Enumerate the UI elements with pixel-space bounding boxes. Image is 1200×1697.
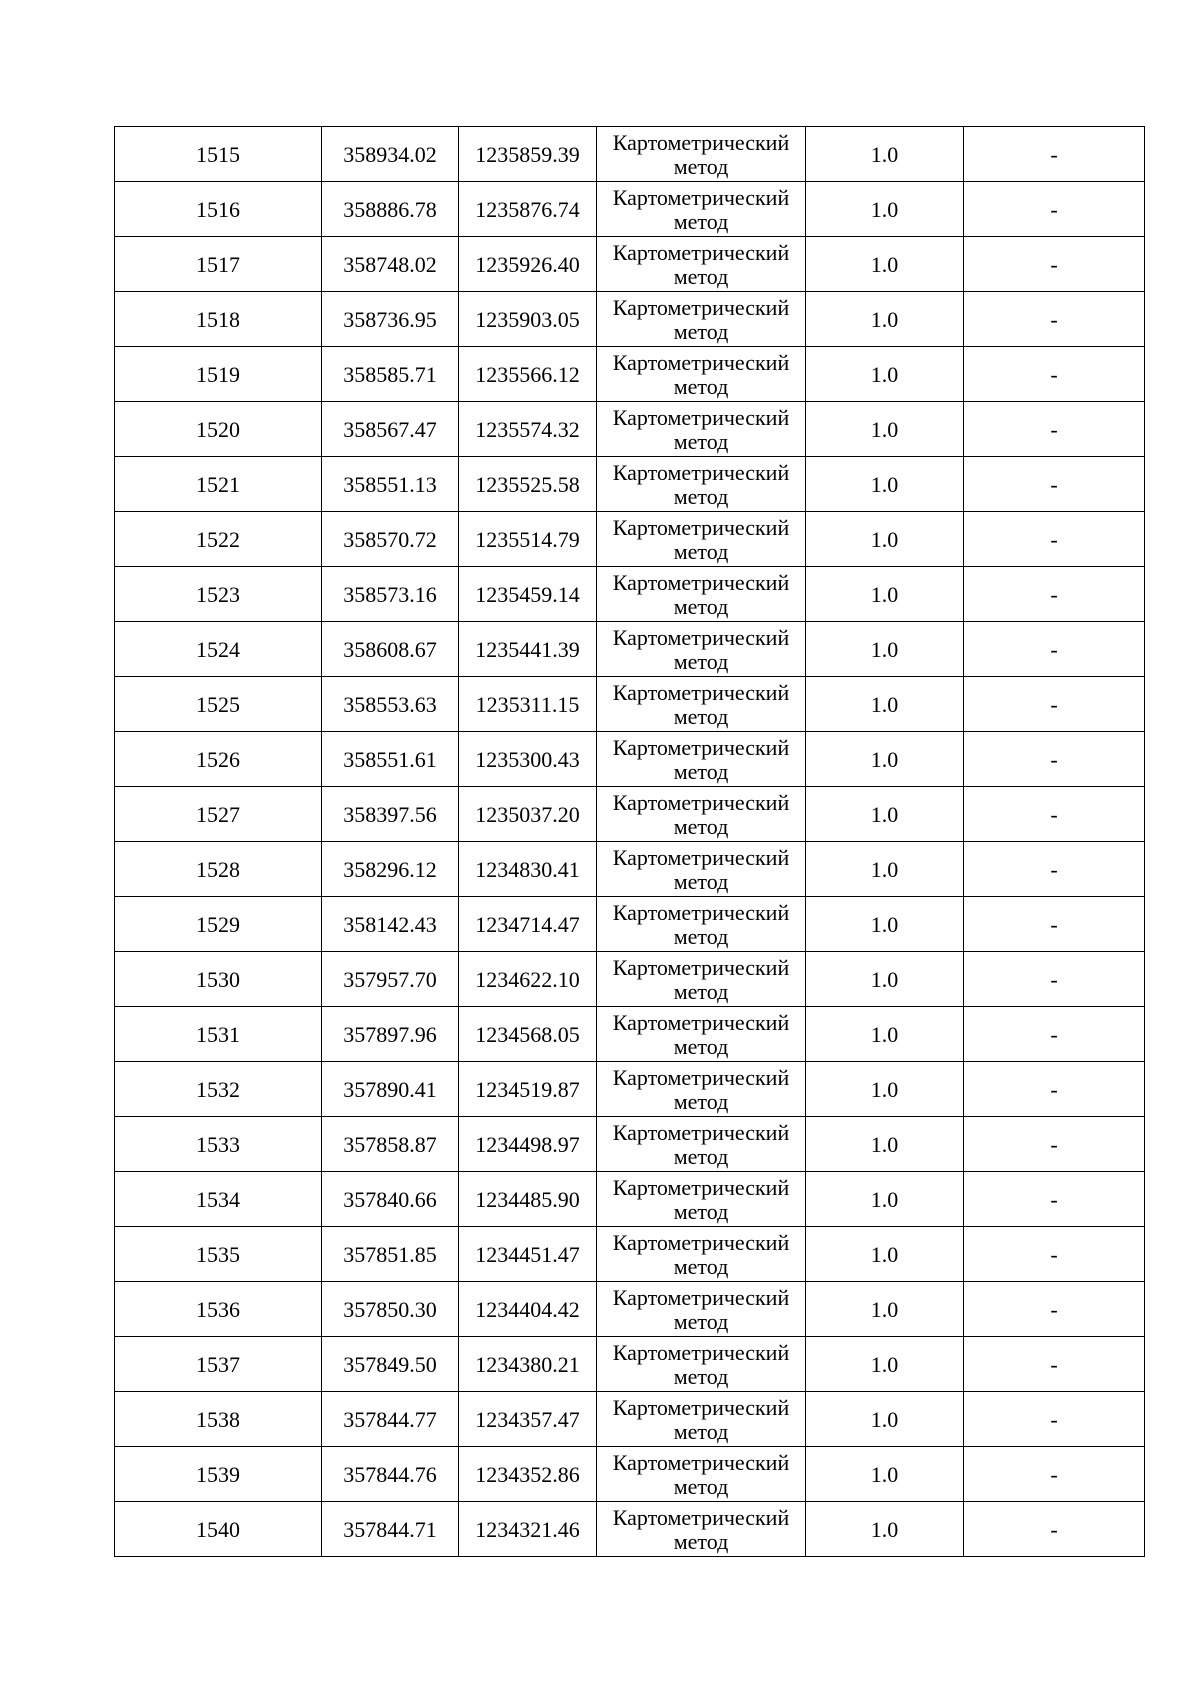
method-line-1: Картометрический xyxy=(612,1450,790,1475)
method-line-2: метод xyxy=(673,759,729,784)
y-coordinate-cell: 1234380.21 xyxy=(459,1337,597,1392)
table-body xyxy=(115,127,1145,1557)
method-line-1: Картометрический xyxy=(612,130,790,155)
table-row xyxy=(115,182,1145,237)
table-row xyxy=(115,622,1145,677)
x-coordinate-cell: 357957.70 xyxy=(322,952,459,1007)
point-number-cell: 1519 xyxy=(115,347,322,402)
method-line-2: метод xyxy=(673,1144,729,1169)
point-number-cell: 1535 xyxy=(115,1227,322,1282)
method-cell xyxy=(597,897,806,952)
point-number-cell: 1531 xyxy=(115,1007,322,1062)
note-cell: - xyxy=(964,182,1145,237)
accuracy-cell: 1.0 xyxy=(806,292,964,347)
method-cell xyxy=(597,1392,806,1447)
coordinates-table xyxy=(114,126,1145,1557)
table-row xyxy=(115,512,1145,567)
method-cell xyxy=(597,1502,806,1557)
method-line-1: Картометрический xyxy=(612,295,790,320)
x-coordinate-cell: 358551.61 xyxy=(322,732,459,787)
note-cell: - xyxy=(964,842,1145,897)
method-line-2: метод xyxy=(673,1364,729,1389)
table-row xyxy=(115,952,1145,1007)
method-cell xyxy=(597,622,806,677)
point-number-cell: 1521 xyxy=(115,457,322,512)
note-cell: - xyxy=(964,127,1145,182)
accuracy-cell: 1.0 xyxy=(806,237,964,292)
point-number-cell: 1530 xyxy=(115,952,322,1007)
y-coordinate-cell: 1235903.05 xyxy=(459,292,597,347)
note-cell: - xyxy=(964,237,1145,292)
method-line-1: Картометрический xyxy=(612,1175,790,1200)
note-cell: - xyxy=(964,732,1145,787)
accuracy-cell: 1.0 xyxy=(806,787,964,842)
method-line-2: метод xyxy=(673,979,729,1004)
method-cell xyxy=(597,292,806,347)
accuracy-cell: 1.0 xyxy=(806,1007,964,1062)
method-line-1: Картометрический xyxy=(612,460,790,485)
accuracy-cell: 1.0 xyxy=(806,1172,964,1227)
method-line-2: метод xyxy=(673,1419,729,1444)
note-cell: - xyxy=(964,677,1145,732)
accuracy-cell: 1.0 xyxy=(806,622,964,677)
method-line-2: метод xyxy=(673,704,729,729)
x-coordinate-cell: 358142.43 xyxy=(322,897,459,952)
x-coordinate-cell: 357850.30 xyxy=(322,1282,459,1337)
point-number-cell: 1537 xyxy=(115,1337,322,1392)
note-cell: - xyxy=(964,1282,1145,1337)
table-row xyxy=(115,347,1145,402)
table-row xyxy=(115,457,1145,512)
method-cell xyxy=(597,1062,806,1117)
note-cell: - xyxy=(964,897,1145,952)
method-line-1: Картометрический xyxy=(612,350,790,375)
method-cell xyxy=(597,732,806,787)
y-coordinate-cell: 1235574.32 xyxy=(459,402,597,457)
point-number-cell: 1520 xyxy=(115,402,322,457)
y-coordinate-cell: 1234352.86 xyxy=(459,1447,597,1502)
x-coordinate-cell: 358736.95 xyxy=(322,292,459,347)
x-coordinate-cell: 358296.12 xyxy=(322,842,459,897)
note-cell: - xyxy=(964,1447,1145,1502)
method-line-2: метод xyxy=(673,594,729,619)
accuracy-cell: 1.0 xyxy=(806,567,964,622)
note-cell: - xyxy=(964,402,1145,457)
y-coordinate-cell: 1234451.47 xyxy=(459,1227,597,1282)
table-row xyxy=(115,127,1145,182)
method-cell xyxy=(597,457,806,512)
method-line-2: метод xyxy=(673,924,729,949)
table-row xyxy=(115,842,1145,897)
method-line-1: Картометрический xyxy=(612,1505,790,1530)
method-cell xyxy=(597,402,806,457)
y-coordinate-cell: 1234622.10 xyxy=(459,952,597,1007)
accuracy-cell: 1.0 xyxy=(806,127,964,182)
y-coordinate-cell: 1235525.58 xyxy=(459,457,597,512)
method-line-2: метод xyxy=(673,869,729,894)
x-coordinate-cell: 358397.56 xyxy=(322,787,459,842)
point-number-cell: 1518 xyxy=(115,292,322,347)
note-cell: - xyxy=(964,1392,1145,1447)
table-row xyxy=(115,787,1145,842)
point-number-cell: 1538 xyxy=(115,1392,322,1447)
table-row xyxy=(115,897,1145,952)
table-row xyxy=(115,1007,1145,1062)
method-cell xyxy=(597,1447,806,1502)
method-line-2: метод xyxy=(673,1309,729,1334)
x-coordinate-cell: 357840.66 xyxy=(322,1172,459,1227)
point-number-cell: 1539 xyxy=(115,1447,322,1502)
y-coordinate-cell: 1235566.12 xyxy=(459,347,597,402)
note-cell: - xyxy=(964,292,1145,347)
method-line-2: метод xyxy=(673,154,729,179)
x-coordinate-cell: 358573.16 xyxy=(322,567,459,622)
method-line-2: метод xyxy=(673,429,729,454)
y-coordinate-cell: 1235311.15 xyxy=(459,677,597,732)
x-coordinate-cell: 357858.87 xyxy=(322,1117,459,1172)
point-number-cell: 1529 xyxy=(115,897,322,952)
method-cell xyxy=(597,127,806,182)
method-line-1: Картометрический xyxy=(612,680,790,705)
x-coordinate-cell: 358553.63 xyxy=(322,677,459,732)
accuracy-cell: 1.0 xyxy=(806,402,964,457)
method-line-1: Картометрический xyxy=(612,955,790,980)
method-line-1: Картометрический xyxy=(612,515,790,540)
x-coordinate-cell: 357844.76 xyxy=(322,1447,459,1502)
note-cell: - xyxy=(964,1117,1145,1172)
accuracy-cell: 1.0 xyxy=(806,952,964,1007)
x-coordinate-cell: 358585.71 xyxy=(322,347,459,402)
method-cell xyxy=(597,787,806,842)
y-coordinate-cell: 1234714.47 xyxy=(459,897,597,952)
note-cell: - xyxy=(964,1172,1145,1227)
method-line-2: метод xyxy=(673,1254,729,1279)
note-cell: - xyxy=(964,567,1145,622)
method-line-1: Картометрический xyxy=(612,1340,790,1365)
method-line-1: Картометрический xyxy=(612,1010,790,1035)
method-line-2: метод xyxy=(673,649,729,674)
table-row xyxy=(115,1282,1145,1337)
note-cell: - xyxy=(964,1007,1145,1062)
accuracy-cell: 1.0 xyxy=(806,1392,964,1447)
accuracy-cell: 1.0 xyxy=(806,512,964,567)
y-coordinate-cell: 1234830.41 xyxy=(459,842,597,897)
y-coordinate-cell: 1235859.39 xyxy=(459,127,597,182)
x-coordinate-cell: 357849.50 xyxy=(322,1337,459,1392)
table-row xyxy=(115,732,1145,787)
method-line-2: метод xyxy=(673,539,729,564)
method-cell xyxy=(597,1172,806,1227)
note-cell: - xyxy=(964,347,1145,402)
method-line-2: метод xyxy=(673,1089,729,1114)
method-cell xyxy=(597,1227,806,1282)
point-number-cell: 1524 xyxy=(115,622,322,677)
note-cell: - xyxy=(964,1227,1145,1282)
accuracy-cell: 1.0 xyxy=(806,1117,964,1172)
method-line-1: Картометрический xyxy=(612,900,790,925)
table-row xyxy=(115,1117,1145,1172)
y-coordinate-cell: 1234485.90 xyxy=(459,1172,597,1227)
method-line-2: метод xyxy=(673,264,729,289)
y-coordinate-cell: 1234321.46 xyxy=(459,1502,597,1557)
y-coordinate-cell: 1235514.79 xyxy=(459,512,597,567)
x-coordinate-cell: 357897.96 xyxy=(322,1007,459,1062)
method-cell xyxy=(597,237,806,292)
table-row xyxy=(115,1337,1145,1392)
point-number-cell: 1533 xyxy=(115,1117,322,1172)
point-number-cell: 1522 xyxy=(115,512,322,567)
table-row xyxy=(115,1502,1145,1557)
y-coordinate-cell: 1235037.20 xyxy=(459,787,597,842)
method-line-1: Картометрический xyxy=(612,1285,790,1310)
note-cell: - xyxy=(964,512,1145,567)
point-number-cell: 1527 xyxy=(115,787,322,842)
accuracy-cell: 1.0 xyxy=(806,457,964,512)
method-line-2: метод xyxy=(673,319,729,344)
x-coordinate-cell: 358570.72 xyxy=(322,512,459,567)
x-coordinate-cell: 357890.41 xyxy=(322,1062,459,1117)
accuracy-cell: 1.0 xyxy=(806,897,964,952)
method-line-1: Картометрический xyxy=(612,405,790,430)
y-coordinate-cell: 1234568.05 xyxy=(459,1007,597,1062)
method-line-1: Картометрический xyxy=(612,845,790,870)
method-line-1: Картометрический xyxy=(612,1230,790,1255)
accuracy-cell: 1.0 xyxy=(806,1227,964,1282)
x-coordinate-cell: 358748.02 xyxy=(322,237,459,292)
method-line-2: метод xyxy=(673,1529,729,1554)
method-line-2: метод xyxy=(673,814,729,839)
table-row xyxy=(115,677,1145,732)
method-cell xyxy=(597,512,806,567)
y-coordinate-cell: 1235876.74 xyxy=(459,182,597,237)
x-coordinate-cell: 357851.85 xyxy=(322,1227,459,1282)
method-line-2: метод xyxy=(673,1474,729,1499)
accuracy-cell: 1.0 xyxy=(806,1337,964,1392)
method-line-1: Картометрический xyxy=(612,185,790,210)
method-line-1: Картометрический xyxy=(612,240,790,265)
y-coordinate-cell: 1234357.47 xyxy=(459,1392,597,1447)
table-row xyxy=(115,1227,1145,1282)
note-cell: - xyxy=(964,1062,1145,1117)
point-number-cell: 1516 xyxy=(115,182,322,237)
method-cell xyxy=(597,347,806,402)
note-cell: - xyxy=(964,457,1145,512)
table-row xyxy=(115,402,1145,457)
method-line-1: Картометрический xyxy=(612,1065,790,1090)
point-number-cell: 1515 xyxy=(115,127,322,182)
point-number-cell: 1526 xyxy=(115,732,322,787)
point-number-cell: 1534 xyxy=(115,1172,322,1227)
point-number-cell: 1523 xyxy=(115,567,322,622)
accuracy-cell: 1.0 xyxy=(806,732,964,787)
point-number-cell: 1532 xyxy=(115,1062,322,1117)
point-number-cell: 1540 xyxy=(115,1502,322,1557)
note-cell: - xyxy=(964,1502,1145,1557)
method-line-1: Картометрический xyxy=(612,1395,790,1420)
method-cell xyxy=(597,677,806,732)
table-row xyxy=(115,1062,1145,1117)
method-cell xyxy=(597,1282,806,1337)
note-cell: - xyxy=(964,787,1145,842)
table-row xyxy=(115,1172,1145,1227)
accuracy-cell: 1.0 xyxy=(806,677,964,732)
method-cell xyxy=(597,1007,806,1062)
x-coordinate-cell: 358567.47 xyxy=(322,402,459,457)
method-line-2: метод xyxy=(673,484,729,509)
y-coordinate-cell: 1234498.97 xyxy=(459,1117,597,1172)
y-coordinate-cell: 1234404.42 xyxy=(459,1282,597,1337)
point-number-cell: 1517 xyxy=(115,237,322,292)
y-coordinate-cell: 1234519.87 xyxy=(459,1062,597,1117)
y-coordinate-cell: 1235926.40 xyxy=(459,237,597,292)
method-cell xyxy=(597,182,806,237)
method-line-1: Картометрический xyxy=(612,570,790,595)
accuracy-cell: 1.0 xyxy=(806,182,964,237)
method-line-1: Картометрический xyxy=(612,1120,790,1145)
point-number-cell: 1525 xyxy=(115,677,322,732)
point-number-cell: 1536 xyxy=(115,1282,322,1337)
method-line-2: метод xyxy=(673,1199,729,1224)
method-line-1: Картометрический xyxy=(612,735,790,760)
accuracy-cell: 1.0 xyxy=(806,842,964,897)
method-cell xyxy=(597,842,806,897)
accuracy-cell: 1.0 xyxy=(806,1502,964,1557)
accuracy-cell: 1.0 xyxy=(806,1062,964,1117)
table-row xyxy=(115,1447,1145,1502)
table-row xyxy=(115,567,1145,622)
method-line-2: метод xyxy=(673,1034,729,1059)
method-line-2: метод xyxy=(673,374,729,399)
method-cell xyxy=(597,1117,806,1172)
accuracy-cell: 1.0 xyxy=(806,347,964,402)
y-coordinate-cell: 1235300.43 xyxy=(459,732,597,787)
table-row xyxy=(115,237,1145,292)
x-coordinate-cell: 357844.77 xyxy=(322,1392,459,1447)
method-line-1: Картометрический xyxy=(612,625,790,650)
method-line-2: метод xyxy=(673,209,729,234)
x-coordinate-cell: 358934.02 xyxy=(322,127,459,182)
accuracy-cell: 1.0 xyxy=(806,1282,964,1337)
y-coordinate-cell: 1235459.14 xyxy=(459,567,597,622)
method-line-1: Картометрический xyxy=(612,790,790,815)
note-cell: - xyxy=(964,952,1145,1007)
method-cell xyxy=(597,567,806,622)
point-number-cell: 1528 xyxy=(115,842,322,897)
y-coordinate-cell: 1235441.39 xyxy=(459,622,597,677)
method-cell xyxy=(597,952,806,1007)
note-cell: - xyxy=(964,1337,1145,1392)
table-row xyxy=(115,292,1145,347)
x-coordinate-cell: 358886.78 xyxy=(322,182,459,237)
x-coordinate-cell: 357844.71 xyxy=(322,1502,459,1557)
x-coordinate-cell: 358608.67 xyxy=(322,622,459,677)
table-row xyxy=(115,1392,1145,1447)
note-cell: - xyxy=(964,622,1145,677)
method-cell xyxy=(597,1337,806,1392)
x-coordinate-cell: 358551.13 xyxy=(322,457,459,512)
accuracy-cell: 1.0 xyxy=(806,1447,964,1502)
